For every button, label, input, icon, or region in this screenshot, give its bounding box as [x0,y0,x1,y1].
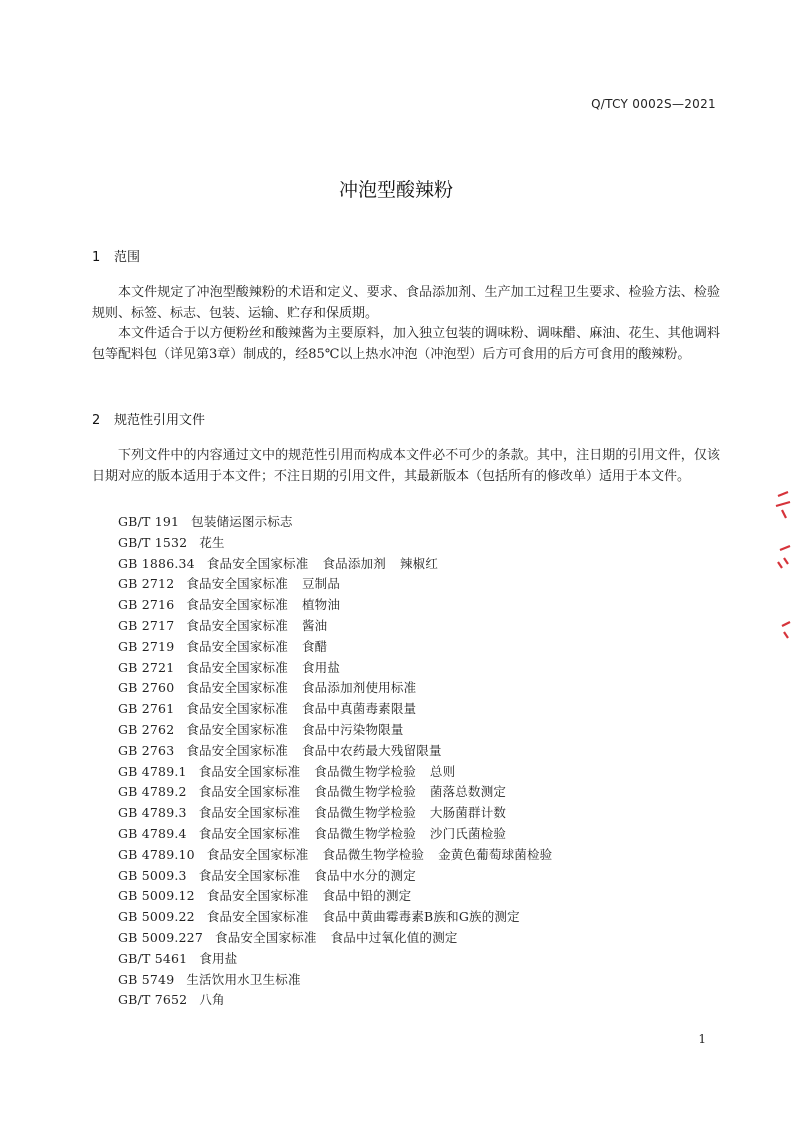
reference-title-part: 食品安全国家标准 [206,555,309,571]
section-1-paragraph-1: 本文件规定了冲泡型酸辣粉的术语和定义、要求、食品添加剂、生产加工过程卫生要求、检验方法、检验规则、标签、标志、包装、运输、贮存和保质期。 [92,285,720,321]
reference-title-part: 食品中过氧化值的测定 [330,929,458,945]
reference-title-part: 食品安全国家标准 [215,929,317,945]
reference-item [118,803,566,824]
reference-code: GB 5009.22 [118,909,195,925]
reference-title-part: 总则 [429,763,456,779]
section-2-paragraph-1: 下列文件中的内容通过文中的规范性引用而构成本文件必不可少的条款。其中，注日期的引用文件，仅该日期对应的版本适用于本文件；不注日期的引用文件，其最新版本（包括所有的修改单）适用于本文件。 [92,448,720,484]
reference-title-part: 金黄色葡萄球菌检验 [438,846,553,862]
reference-code: GB 4789.2 [118,784,187,800]
reference-title-part: 八角 [199,992,225,1008]
reference-title-part: 食品中污染物限量 [301,721,404,737]
reference-title-part: 食品安全国家标准 [198,784,301,800]
reference-title-part: 食品安全国家标准 [186,576,288,592]
page-number: 1 [698,1032,706,1046]
section-1-number: 1 [92,250,101,265]
reference-code: GB 4789.10 [118,846,195,862]
reference-title-part: 食用盐 [301,659,341,675]
reference-title-part: 食品安全国家标准 [186,742,288,758]
reference-code: GB 4789.1 [118,763,187,779]
reference-title-part: 食品安全国家标准 [198,805,301,821]
seal-stamp-fragment [768,488,792,648]
reference-item [118,907,566,928]
reference-code: GB 1886.34 [118,555,195,571]
reference-code: GB 4789.4 [118,825,187,841]
reference-code: GB 5009.227 [118,929,203,945]
section-1-paragraph-2: 本文件适合于以方便粉丝和酸辣酱为主要原料，加入独立包装的调味粉、调味醋、麻油、花生、其他调料包等配料包（详见第3章）制成的，经85℃以上热水冲泡（冲泡型）后方可食用的后方可食用的酸辣粉。 [92,326,720,362]
reference-title-part: 食品安全国家标准 [186,659,288,675]
reference-title-part: 食品安全国家标准 [186,617,288,633]
reference-item [118,949,566,970]
section-2-number: 2 [92,413,101,428]
reference-title-part: 食品安全国家标准 [186,638,288,654]
reference-title-part: 食品安全国家标准 [186,597,288,613]
reference-code: GB 5749 [118,971,175,987]
reference-title-part: 食品添加剂 [322,555,386,571]
reference-title-part: 菌落总数测定 [429,784,507,800]
reference-code: GB 2716 [118,597,175,613]
reference-code: GB 2761 [118,701,175,717]
reference-title-part: 食醋 [301,638,328,654]
reference-title-part: 食品中黄曲霉毒素B族和G族的测定 [322,909,520,925]
reference-item [118,616,566,637]
reference-title-part: 食品安全国家标准 [198,867,301,883]
reference-item [118,678,566,699]
reference-item [118,886,566,907]
reference-title-part: 生活饮用水卫生标准 [186,971,301,987]
reference-item [118,782,566,803]
reference-title-part: 豆制品 [301,576,341,592]
reference-title-part: 食用盐 [199,950,238,966]
document-title: 冲泡型酸辣粉 [338,179,453,201]
reference-code: GB 2719 [118,638,175,654]
reference-code: GB 2762 [118,721,175,737]
reference-item [118,574,566,595]
reference-title-part: 包装储运图示标志 [191,514,293,529]
reference-title-part: 沙门氏菌检验 [429,825,507,841]
reference-title-part: 大肠菌群计数 [429,805,507,821]
reference-item [118,658,566,679]
reference-title-part: 食品安全国家标准 [186,701,288,717]
reference-title-part: 食品安全国家标准 [206,888,309,904]
section-2-title: 规范性引用文件 [114,413,206,428]
section-2-heading [92,409,205,428]
reference-title-part: 植物油 [301,597,341,613]
reference-title-part: 食品中水分的测定 [314,867,416,883]
reference-title-part: 食品微生物学检验 [314,784,416,800]
reference-code: GB 2763 [118,742,175,758]
reference-code: GB/T 1532 [118,534,188,550]
reference-item [118,741,566,762]
reference-item [118,699,566,720]
standard-code: Q/TCY 0002S—2021 [591,97,716,111]
reference-item [118,970,566,991]
reference-code: GB/T 191 [118,514,180,529]
reference-title-part: 食品中铅的测定 [322,888,412,904]
section-1-title: 范围 [114,250,141,265]
reference-code: GB/T 7652 [118,992,188,1008]
reference-title-part: 食品安全国家标准 [198,825,301,841]
reference-list [118,512,566,1011]
reference-item [118,720,566,741]
reference-item [118,824,566,845]
reference-item [118,866,566,887]
reference-code: GB 2717 [118,617,175,633]
reference-title-part: 食品微生物学检验 [314,805,416,821]
reference-title-part: 食品安全国家标准 [186,721,288,737]
reference-title-part: 食品微生物学检验 [314,825,416,841]
reference-item [118,637,566,658]
reference-code: GB 5009.3 [118,867,187,883]
reference-item [118,762,566,783]
reference-title-part: 食品微生物学检验 [314,763,416,779]
reference-code: GB 5009.12 [118,888,195,904]
reference-title-part: 食品中真菌毒素限量 [301,701,417,717]
reference-code: GB 2760 [118,680,175,696]
reference-code: GB 2712 [118,576,175,592]
reference-title-part: 食品添加剂使用标准 [301,680,417,696]
reference-title-part: 酱油 [301,617,328,633]
reference-title-part: 食品中农药最大残留限量 [301,742,442,758]
reference-title-part: 辣椒红 [399,555,439,571]
reference-item [118,928,566,949]
reference-item [118,990,566,1011]
reference-item [118,512,566,533]
reference-title-part: 食品安全国家标准 [206,909,309,925]
reference-code: GB 4789.3 [118,805,187,821]
reference-title-part: 食品微生物学检验 [322,846,425,862]
reference-title-part: 食品安全国家标准 [186,680,288,696]
reference-item [118,595,566,616]
reference-title-part: 花生 [199,534,225,550]
reference-item [118,554,566,575]
reference-title-part: 食品安全国家标准 [198,763,301,779]
reference-title-part: 食品安全国家标准 [206,846,309,862]
reference-item [118,845,566,866]
reference-item [118,533,566,554]
section-1-heading [92,246,140,265]
reference-code: GB 2721 [118,659,175,675]
reference-code: GB/T 5461 [118,950,188,966]
